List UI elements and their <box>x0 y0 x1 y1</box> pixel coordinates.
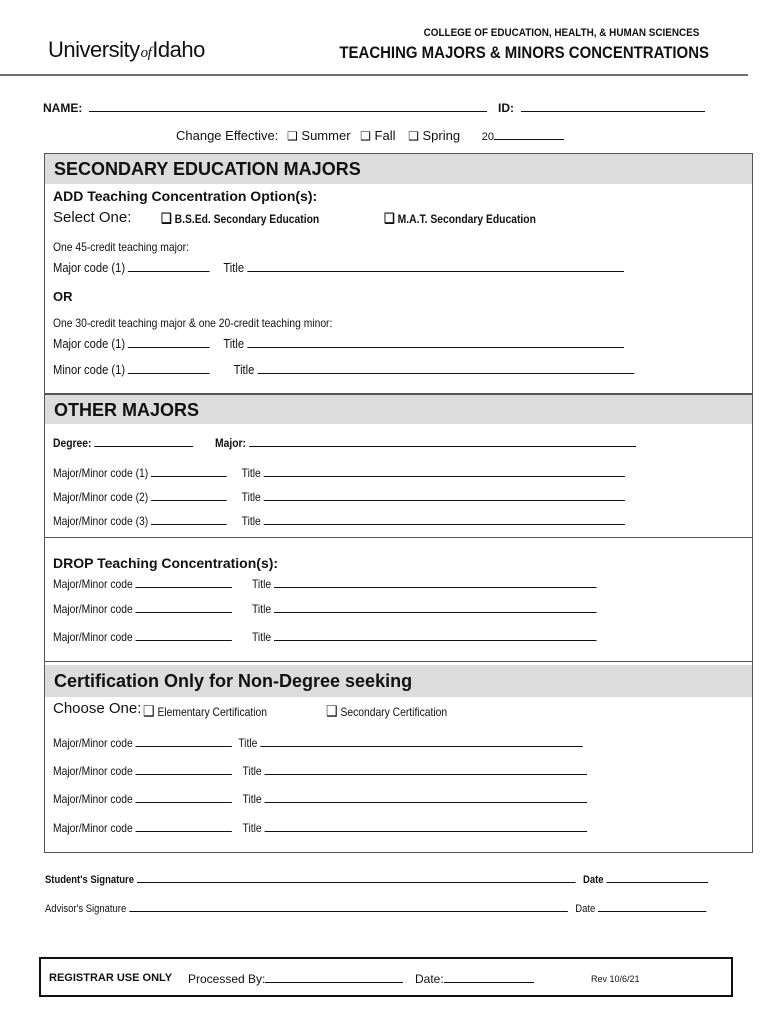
code-field[interactable] <box>136 764 232 775</box>
certification-section <box>44 661 753 853</box>
title-field[interactable] <box>274 577 597 588</box>
code-label: Major/Minor code <box>53 792 133 806</box>
major-code-row-2 <box>53 336 624 351</box>
name-label: NAME: <box>43 101 83 115</box>
major-field[interactable] <box>249 436 636 447</box>
drop-row-3 <box>53 630 596 644</box>
processed-by-row <box>188 972 403 986</box>
certification-heading: Certification Only for Non-Degree seeking <box>45 665 752 697</box>
minor-code-row <box>53 362 634 377</box>
mat-label: M.A.T. Secondary Education <box>397 212 536 226</box>
bsed-checkbox[interactable]: ❑ <box>161 210 172 226</box>
advisor-signature-row <box>45 901 706 915</box>
code-label: Major/Minor code <box>53 736 133 750</box>
drop-row-1 <box>53 577 596 591</box>
title-label: Title <box>223 260 245 275</box>
title-label: Title <box>241 466 261 480</box>
other-code-row-1 <box>53 466 625 480</box>
code-field[interactable] <box>151 514 227 525</box>
secondary-cert-label: Secondary Certification <box>340 705 448 719</box>
summer-label: Summer <box>301 128 351 143</box>
title-field[interactable] <box>264 490 625 501</box>
registrar-date-label: Date: <box>415 972 444 986</box>
elementary-cert-option[interactable] <box>143 702 267 720</box>
revision-label: Rev 10/6/21 <box>591 974 640 984</box>
major-code-row-1 <box>53 260 624 275</box>
mat-checkbox[interactable]: ❑ <box>384 210 395 226</box>
drop-heading: DROP Teaching Concentration(s): <box>53 555 279 571</box>
one-45-credit-label: One 45-credit teaching major: <box>53 240 189 254</box>
spring-label: Spring <box>422 128 461 143</box>
student-date-label: Date <box>583 874 604 886</box>
title-field[interactable] <box>265 792 588 803</box>
registrar-date-field[interactable] <box>444 972 534 983</box>
major-code-field[interactable] <box>128 261 210 272</box>
code-field[interactable] <box>136 630 232 641</box>
title-label: Title <box>233 362 255 377</box>
college-name: COLLEGE OF EDUCATION, HEALTH, & HUMAN SCIENCES <box>423 27 699 39</box>
code-label: Major/Minor code <box>53 577 133 591</box>
student-signature-field[interactable] <box>137 872 576 883</box>
form-title: TEACHING MAJORS & MINORS CONCENTRATIONS <box>339 43 709 62</box>
secondary-checkbox[interactable]: ❑ <box>326 703 338 720</box>
code-field[interactable] <box>151 490 227 501</box>
id-field[interactable] <box>521 101 705 112</box>
title-field[interactable] <box>274 602 597 613</box>
code-field[interactable] <box>151 466 227 477</box>
major-code-field[interactable] <box>128 337 210 348</box>
title-label: Title <box>251 577 272 591</box>
title-field[interactable] <box>265 821 588 832</box>
drop-concentration-section <box>44 537 753 662</box>
secondary-education-section <box>44 153 753 394</box>
title-label: Title <box>242 821 262 835</box>
title-field[interactable] <box>260 736 583 747</box>
title-label: Title <box>251 630 272 644</box>
code-label: Major/Minor code (3) <box>53 514 149 528</box>
bsed-option[interactable] <box>161 210 319 227</box>
code-field[interactable] <box>136 821 232 832</box>
bsed-label: B.S.Ed. Secondary Education <box>174 212 320 226</box>
student-signature-row <box>45 872 708 886</box>
elementary-checkbox[interactable]: ❑ <box>143 703 155 720</box>
year-field[interactable] <box>494 129 564 140</box>
spring-checkbox[interactable]: ❑ <box>408 129 419 143</box>
select-one-label: Select One: <box>53 209 132 226</box>
advisor-signature-field[interactable] <box>129 901 568 912</box>
id-label: ID: <box>498 101 515 115</box>
major-label: Major: <box>215 436 246 450</box>
major-code-label: Major code (1) <box>53 260 126 275</box>
code-label: Major/Minor code (2) <box>53 490 149 504</box>
student-signature-label: Student's Signature <box>45 874 134 886</box>
title-label: Title <box>241 490 261 504</box>
header-divider <box>0 74 748 76</box>
one-30-credit-label: One 30-credit teaching major & one 20-credit teaching minor: <box>53 316 333 330</box>
elementary-label: Elementary Certification <box>157 705 268 719</box>
cert-row-4 <box>53 821 587 835</box>
name-field[interactable] <box>89 101 487 112</box>
registrar-label: REGISTRAR USE ONLY <box>49 972 173 984</box>
registrar-box <box>39 957 733 997</box>
cert-row-1 <box>53 736 583 750</box>
drop-row-2 <box>53 602 596 616</box>
other-code-row-2 <box>53 490 625 504</box>
title-label: Title <box>223 336 245 351</box>
degree-label: Degree: <box>53 436 92 450</box>
secondary-cert-option[interactable] <box>326 702 447 720</box>
other-code-row-3 <box>53 514 625 528</box>
advisor-date-field[interactable] <box>598 901 706 912</box>
cert-row-3 <box>53 792 587 806</box>
other-majors-section <box>44 394 753 538</box>
other-majors-heading: OTHER MAJORS <box>45 394 752 424</box>
fall-label: Fall <box>374 128 396 143</box>
summer-checkbox[interactable]: ❑ <box>287 129 298 143</box>
year-label: 20 <box>481 131 494 143</box>
title-label: Title <box>241 514 261 528</box>
code-label: Major/Minor code <box>53 602 133 616</box>
degree-field[interactable] <box>94 436 193 447</box>
title-field[interactable] <box>264 514 625 525</box>
major-code-label: Major code (1) <box>53 336 126 351</box>
processed-by-field[interactable] <box>265 972 403 983</box>
change-effective-row <box>176 128 564 143</box>
title-field[interactable] <box>264 466 625 477</box>
minor-code-label: Minor code (1) <box>53 362 126 377</box>
title-field[interactable] <box>247 337 624 348</box>
registrar-date-row <box>415 972 534 986</box>
title-field[interactable] <box>247 261 624 272</box>
code-field[interactable] <box>136 577 232 588</box>
student-date-field[interactable] <box>606 872 707 883</box>
code-label: Major/Minor code <box>53 630 133 644</box>
code-field[interactable] <box>136 736 232 747</box>
code-label: Major/Minor code (1) <box>53 466 149 480</box>
title-label: Title <box>251 602 272 616</box>
processed-by-label: Processed By: <box>188 972 266 986</box>
mat-option[interactable] <box>384 210 536 227</box>
code-field[interactable] <box>136 792 232 803</box>
title-label: Title <box>238 736 258 750</box>
choose-one-label: Choose One: <box>53 700 142 717</box>
title-field[interactable] <box>265 764 588 775</box>
code-field[interactable] <box>136 602 232 613</box>
cert-row-2 <box>53 764 587 778</box>
title-label: Title <box>242 792 262 806</box>
secondary-heading: SECONDARY EDUCATION MAJORS <box>45 154 752 184</box>
university-logo: UniversityofIdaho <box>48 37 205 62</box>
title-field[interactable] <box>274 630 597 641</box>
fall-checkbox[interactable]: ❑ <box>360 129 371 143</box>
or-label: OR <box>53 289 73 304</box>
degree-major-row <box>53 436 636 450</box>
minor-code-field[interactable] <box>128 363 210 374</box>
code-label: Major/Minor code <box>53 764 133 778</box>
title-label: Title <box>242 764 262 778</box>
advisor-signature-label: Advisor's Signature <box>45 903 127 915</box>
advisor-date-label: Date <box>575 903 596 915</box>
add-concentration-label: ADD Teaching Concentration Option(s): <box>53 188 318 204</box>
title-field[interactable] <box>257 363 634 374</box>
code-label: Major/Minor code <box>53 821 133 835</box>
name-id-row <box>43 101 705 115</box>
change-effective-label: Change Effective: <box>176 128 279 143</box>
